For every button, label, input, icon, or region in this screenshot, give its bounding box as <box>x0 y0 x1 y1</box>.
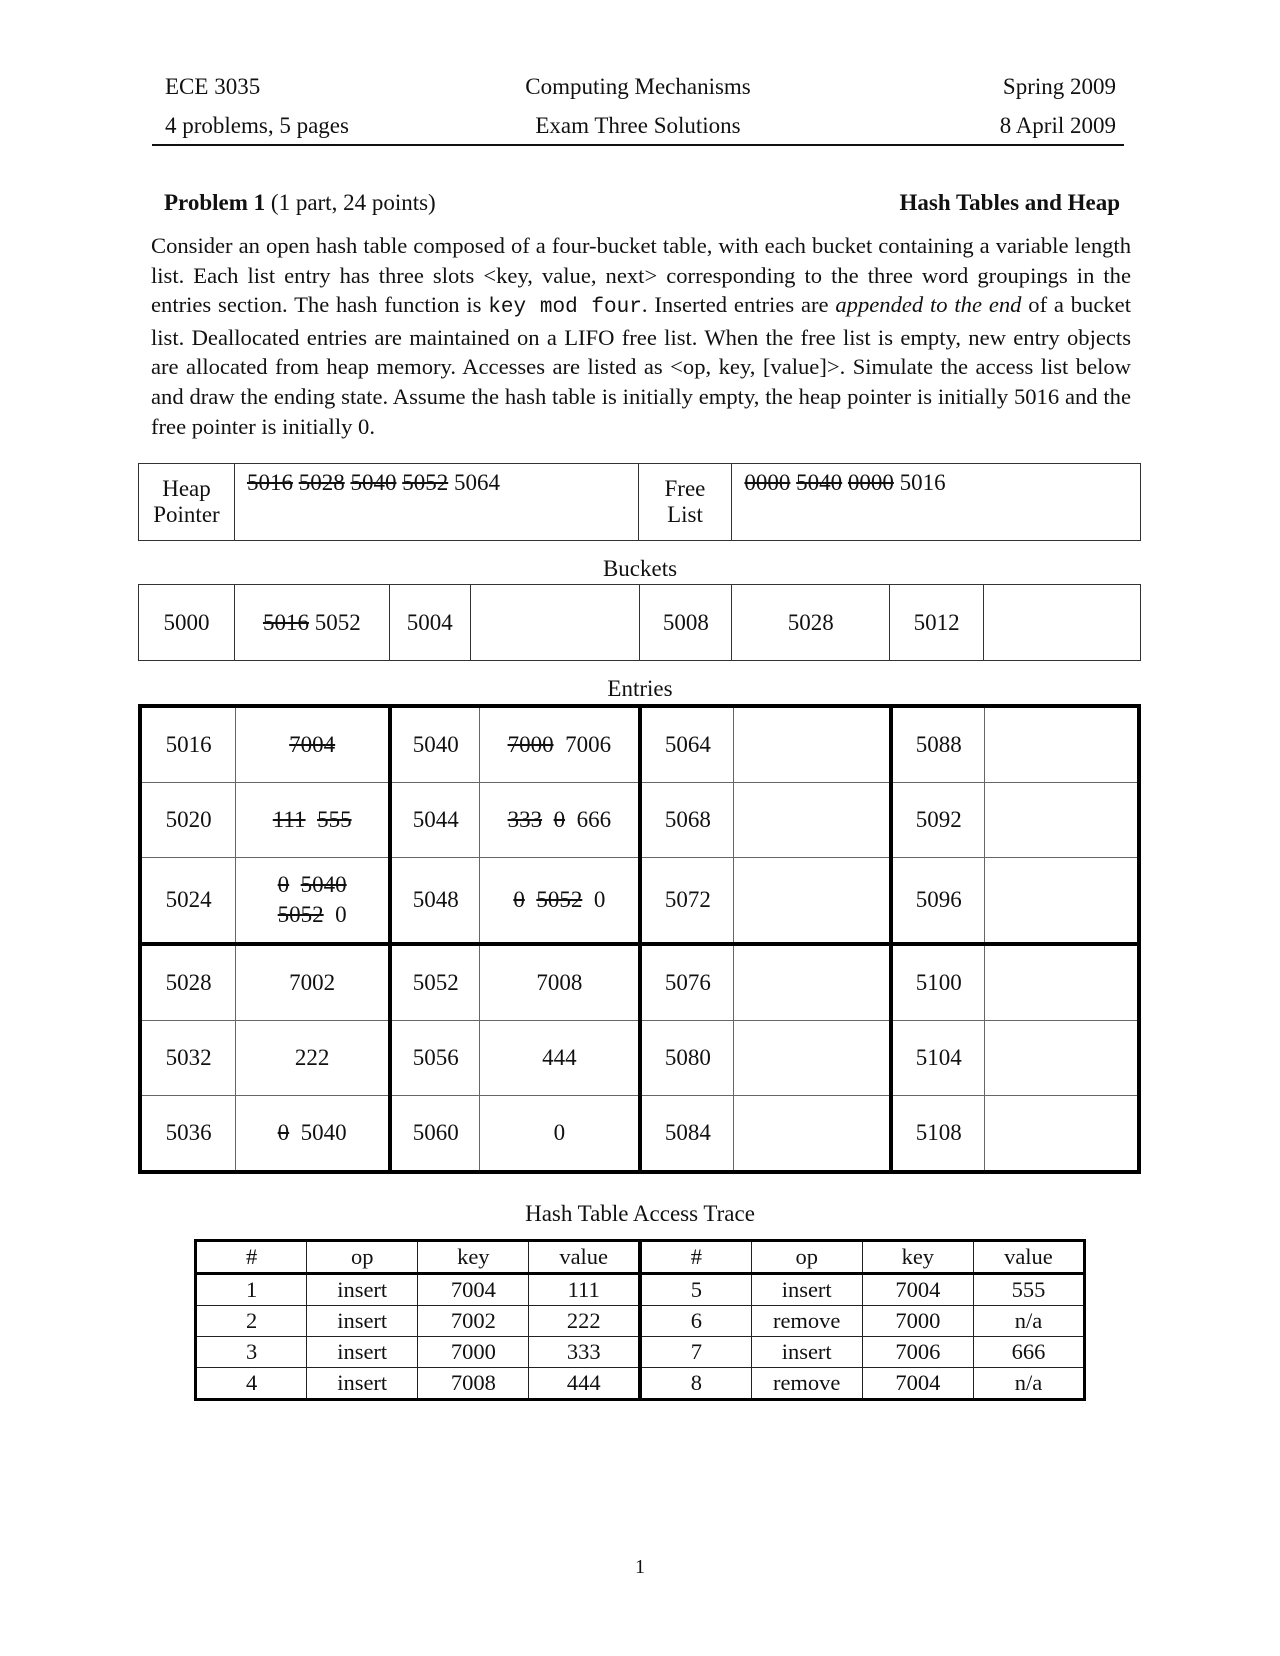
bucket-current-value: 5052 <box>314 609 361 635</box>
statement-part-2: . Inserted entries are <box>641 292 836 318</box>
trace-cell: 2 <box>196 1306 307 1337</box>
entry-address: 5036 <box>140 1096 236 1173</box>
entry-value <box>236 706 390 783</box>
entry-value: 0 <box>480 1096 640 1173</box>
bucket-value <box>234 585 389 661</box>
trace-header: key <box>862 1241 973 1274</box>
trace-cell: 111 <box>529 1274 640 1306</box>
trace-caption: Hash Table Access Trace <box>525 1201 755 1226</box>
entry-address: 5056 <box>390 1021 480 1096</box>
entries-caption: Entries <box>607 676 673 701</box>
trace-cell: 7006 <box>862 1337 973 1368</box>
trace-row <box>196 1368 1085 1400</box>
trace-cell: n/a <box>973 1306 1084 1337</box>
entry-value <box>236 783 390 858</box>
statement-part-3: of a bucket list. Deallocated entries are maintained on a LIFO free list. When the free list is empty, new entry objects are allocated from heap memory. Accesses are listed as <op, key, [value]>. Simulate the access list below and draw the ending state. Assume the hash table is initially empty, the heap pointer is initially 5016 and the free pointer is initially 0. <box>151 292 1131 439</box>
trace-cell: insert <box>307 1274 418 1306</box>
trace-cell: insert <box>307 1337 418 1368</box>
entry-value <box>734 783 891 858</box>
free-label-line-1: Free <box>664 476 706 501</box>
trace-cell: 7004 <box>862 1368 973 1400</box>
entry-old-value: 5040 <box>300 872 347 897</box>
bucket-address: 5004 <box>389 585 470 661</box>
entry-address: 5048 <box>390 858 480 945</box>
free-list-label <box>638 464 732 541</box>
entry-address: 5052 <box>390 944 480 1021</box>
trace-cell: 333 <box>529 1337 640 1368</box>
entry-value <box>734 1096 891 1173</box>
problem-count: 4 problems, 5 pages <box>165 113 349 138</box>
entry-address: 5040 <box>390 706 480 783</box>
entry-old-value: 0 <box>277 872 290 897</box>
trace-header: # <box>640 1241 751 1274</box>
entry-address: 5032 <box>140 1021 236 1096</box>
trace-row <box>196 1306 1085 1337</box>
trace-cell: 6 <box>640 1306 751 1337</box>
heap-pointer-label <box>139 464 235 541</box>
trace-header: # <box>196 1241 307 1274</box>
entry-value <box>985 858 1139 945</box>
entry-address: 5088 <box>891 706 985 783</box>
trace-cell: insert <box>307 1368 418 1400</box>
trace-cell: insert <box>307 1306 418 1337</box>
problem-topic: Hash Tables and Heap <box>899 190 1120 215</box>
entry-old-value: 5052 <box>536 887 583 912</box>
entry-address: 5096 <box>891 858 985 945</box>
entry-value <box>734 858 891 945</box>
trace-cell: 7004 <box>862 1274 973 1306</box>
entry-old-value: 7000 <box>507 732 554 757</box>
entry-value <box>734 706 891 783</box>
entry-current-value: 0 <box>335 902 347 927</box>
free-list-value <box>732 464 1141 541</box>
bucket-address: 5012 <box>890 585 984 661</box>
trace-header: op <box>751 1241 862 1274</box>
heap-old-value: 5016 <box>246 470 293 495</box>
entry-old-value: 0 <box>513 887 525 912</box>
entry-address: 5020 <box>140 783 236 858</box>
trace-header: value <box>973 1241 1084 1274</box>
trace-cell: 7000 <box>862 1306 973 1337</box>
entry-address: 5072 <box>640 858 734 945</box>
entry-value <box>734 1021 891 1096</box>
buckets-table <box>138 584 1141 661</box>
bucket-old-value: 5016 <box>262 609 309 635</box>
bucket-address: 5000 <box>139 585 235 661</box>
entry-address: 5016 <box>140 706 236 783</box>
bucket-value <box>470 585 640 661</box>
free-old-value: 5040 <box>796 470 843 495</box>
entries-table <box>138 704 1141 1174</box>
heap-old-value: 5052 <box>402 470 449 495</box>
entry-value: 7002 <box>236 944 390 1021</box>
entry-address: 5080 <box>640 1021 734 1096</box>
entry-value <box>236 1096 390 1173</box>
entry-address: 5092 <box>891 783 985 858</box>
trace-cell: 8 <box>640 1368 751 1400</box>
course-code: ECE 3035 <box>165 74 261 99</box>
trace-row <box>196 1337 1085 1368</box>
trace-cell: 666 <box>973 1337 1084 1368</box>
bucket-address: 5008 <box>640 585 732 661</box>
trace-cell: 4 <box>196 1368 307 1400</box>
free-old-value: 0000 <box>744 470 791 495</box>
trace-header: key <box>418 1241 529 1274</box>
exam-title: Exam Three Solutions <box>535 113 741 138</box>
entry-value <box>985 706 1139 783</box>
entry-value <box>236 858 390 945</box>
trace-cell: 1 <box>196 1274 307 1306</box>
entry-current-value: 5040 <box>300 1120 347 1145</box>
entry-value <box>985 944 1139 1021</box>
entry-value: 7008 <box>480 944 640 1021</box>
trace-header: op <box>307 1241 418 1274</box>
trace-cell: 7 <box>640 1337 751 1368</box>
header-rule <box>152 144 1124 146</box>
entry-value <box>480 783 640 858</box>
entry-value <box>985 1096 1139 1173</box>
trace-cell: 7002 <box>418 1306 529 1337</box>
entry-current-value: 7006 <box>565 732 612 757</box>
trace-cell: insert <box>751 1337 862 1368</box>
course-subject: Computing Mechanisms <box>525 74 751 99</box>
free-label-line-2: List <box>667 502 703 527</box>
entry-value <box>985 783 1139 858</box>
heap-label-line-2: Pointer <box>153 502 220 527</box>
entry-address: 5104 <box>891 1021 985 1096</box>
heap-final-value: 5064 <box>453 470 500 495</box>
statement-emphasis: appended to the end <box>835 292 1022 318</box>
entry-address: 5068 <box>640 783 734 858</box>
exam-date: 8 April 2009 <box>999 113 1116 138</box>
pointer-table <box>138 463 1141 541</box>
entry-address: 5028 <box>140 944 236 1021</box>
trace-cell: remove <box>751 1306 862 1337</box>
trace-cell: 222 <box>529 1306 640 1337</box>
entry-old-value: 0 <box>277 1120 290 1145</box>
heap-label-line-1: Heap <box>162 476 211 501</box>
entry-old-value: 555 <box>317 807 352 832</box>
entry-value <box>985 1021 1139 1096</box>
entry-address: 5024 <box>140 858 236 945</box>
trace-cell: n/a <box>973 1368 1084 1400</box>
entry-address: 5084 <box>640 1096 734 1173</box>
term: Spring 2009 <box>1002 74 1116 99</box>
heap-pointer-value <box>234 464 638 541</box>
trace-cell: insert <box>751 1274 862 1306</box>
bucket-value <box>984 585 1141 661</box>
entry-value: 444 <box>480 1021 640 1096</box>
trace-cell: 7000 <box>418 1337 529 1368</box>
entry-address: 5108 <box>891 1096 985 1173</box>
trace-row <box>196 1274 1085 1306</box>
entry-address: 5064 <box>640 706 734 783</box>
heap-old-value: 5028 <box>298 470 345 495</box>
trace-cell: 444 <box>529 1368 640 1400</box>
statement-part-1: Consider an open hash table composed of a four-bucket table, with each bucket containing a variable length list. Each list entry has three slots <key, value, next> corresponding to the three word groupings in the entries section. The hash function is <box>151 233 1131 318</box>
trace-header: value <box>529 1241 640 1274</box>
entry-address: 5060 <box>390 1096 480 1173</box>
entry-value <box>480 858 640 945</box>
trace-header-row <box>196 1241 1085 1274</box>
entry-value <box>734 944 891 1021</box>
trace-cell: 7004 <box>418 1274 529 1306</box>
access-trace-table <box>194 1239 1086 1401</box>
entry-value: 222 <box>236 1021 390 1096</box>
problem-title <box>164 189 1120 217</box>
entry-old-value: 111 <box>272 807 306 832</box>
trace-cell: 555 <box>973 1274 1084 1306</box>
entry-value <box>480 706 640 783</box>
heap-old-value: 5040 <box>350 470 397 495</box>
entry-old-value: 5052 <box>277 902 324 927</box>
entry-address: 5044 <box>390 783 480 858</box>
trace-cell: 7008 <box>418 1368 529 1400</box>
bucket-value: 5028 <box>732 585 890 661</box>
problem-detail: (1 part, 24 points) <box>270 190 436 215</box>
entry-old-value: 333 <box>507 807 543 832</box>
entry-current-value: 0 <box>593 887 606 912</box>
problem-label: Problem 1 <box>164 190 266 215</box>
entry-address: 5100 <box>891 944 985 1021</box>
buckets-caption: Buckets <box>602 556 678 581</box>
entry-old-value: 7004 <box>289 732 336 757</box>
trace-cell: 3 <box>196 1337 307 1368</box>
entry-old-value: 0 <box>553 807 566 832</box>
entry-current-value: 666 <box>576 807 612 832</box>
entry-address: 5076 <box>640 944 734 1021</box>
page-number: 1 <box>635 1556 645 1578</box>
free-old-value: 0000 <box>847 470 894 495</box>
trace-cell: 5 <box>640 1274 751 1306</box>
trace-cell: remove <box>751 1368 862 1400</box>
free-final-value: 5016 <box>899 470 946 495</box>
hash-function: key mod four <box>488 296 642 320</box>
problem-statement <box>151 231 1131 441</box>
